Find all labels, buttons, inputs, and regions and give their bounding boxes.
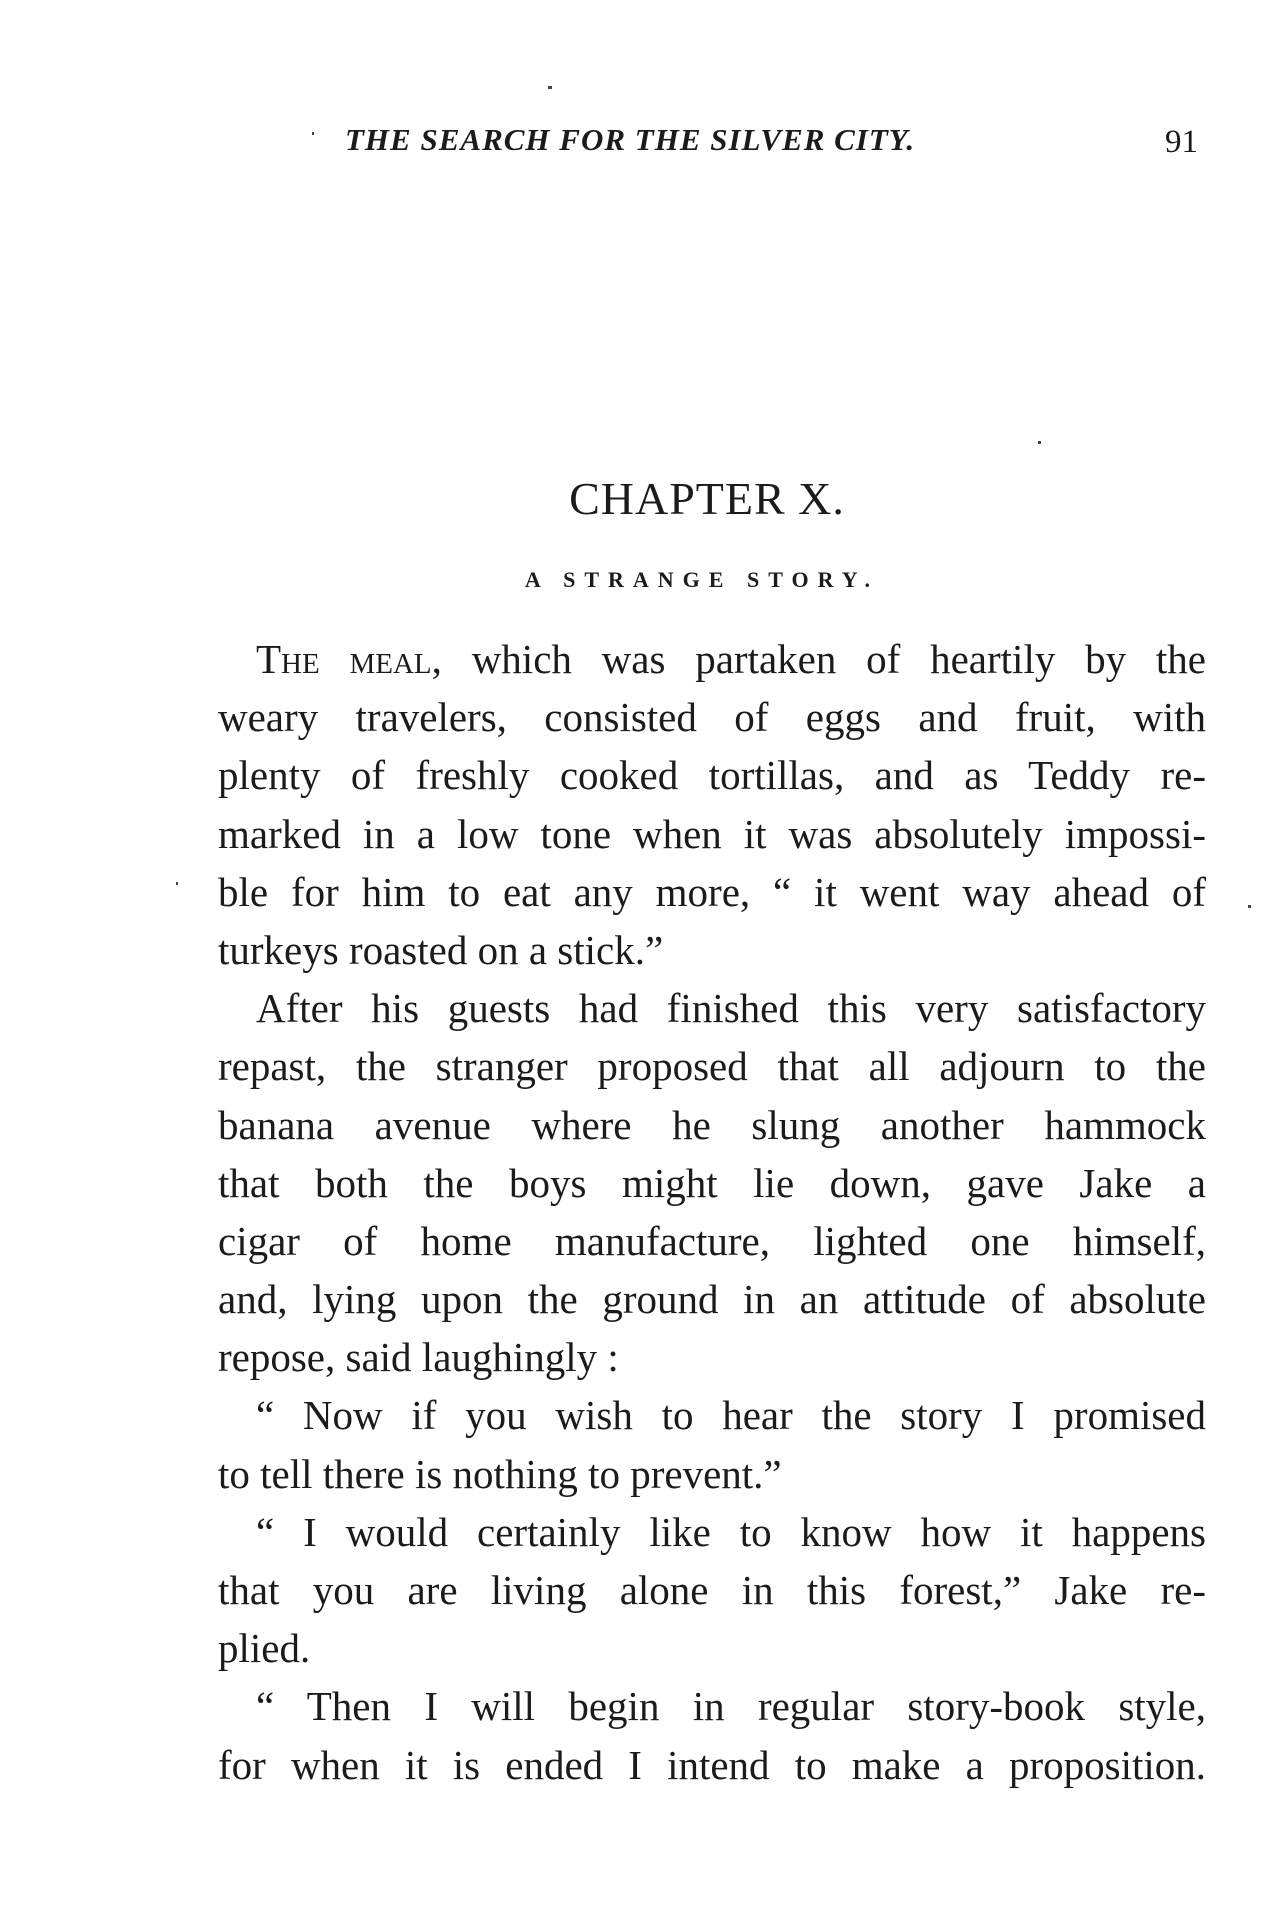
chapter-title: CHAPTER X. <box>569 473 845 524</box>
chapter-subtitle: A STRANGE STORY. <box>524 567 880 592</box>
page-number: 91 <box>1165 124 1198 160</box>
ink-speck <box>312 132 314 135</box>
text-line: marked in a low tone when it was absolutely impossi- <box>218 810 1206 857</box>
paragraph <box>218 630 1206 979</box>
text-line: weary travelers, consisted of eggs and fruit, with <box>218 694 1206 741</box>
text-line: and, lying upon the ground in an attitude of absolute <box>218 1276 1206 1323</box>
text-line: plied. <box>218 1625 311 1672</box>
text-line: repast, the stranger proposed that all adjourn to the <box>218 1043 1206 1090</box>
paragraph <box>218 1386 1206 1502</box>
ink-speck <box>176 882 178 885</box>
text-line: turkeys roasted on a stick.” <box>218 926 664 973</box>
ink-speck <box>548 86 552 89</box>
text-line: for when it is ended I intend to make a proposition. <box>218 1741 1206 1788</box>
ink-speck <box>1248 905 1251 908</box>
text-line: ble for him to eat any more, “ it went way ahead of <box>218 868 1206 915</box>
text-line: banana avenue where he slung another hammock <box>218 1101 1206 1148</box>
text-line: cigar of home manufacture, lighted one himself, <box>218 1217 1206 1264</box>
paragraph <box>218 1503 1206 1678</box>
text-line: plenty of freshly cooked tortillas, and as Teddy re- <box>218 752 1206 799</box>
text-line: “ Now if you wish to hear the story I promised <box>256 1392 1206 1439</box>
body-text <box>218 630 1206 1794</box>
text-line: After his guests had finished this very satisfactory <box>256 985 1206 1032</box>
ink-speck <box>1038 441 1041 444</box>
text-line: to tell there is nothing to prevent.” <box>218 1450 782 1497</box>
text-line: “ Then I will begin in regular story-book style, <box>256 1683 1206 1730</box>
text-line: that you are living alone in this forest,” Jake re- <box>218 1567 1206 1613</box>
text-line: repose, said laughingly : <box>218 1334 619 1381</box>
text-line <box>218 630 1206 688</box>
small-caps-lead: The meal, <box>256 636 442 682</box>
text-line: “ I would certainly like to know how it happens <box>256 1508 1206 1555</box>
paragraph <box>218 1677 1206 1793</box>
text-line: that both the boys might lie down, gave Jake a <box>218 1159 1206 1206</box>
text-line-rest: which was partaken of heartily by the <box>441 636 1207 682</box>
paragraph <box>218 979 1206 1386</box>
running-title: THE SEARCH FOR THE SILVER CITY. <box>345 122 916 157</box>
